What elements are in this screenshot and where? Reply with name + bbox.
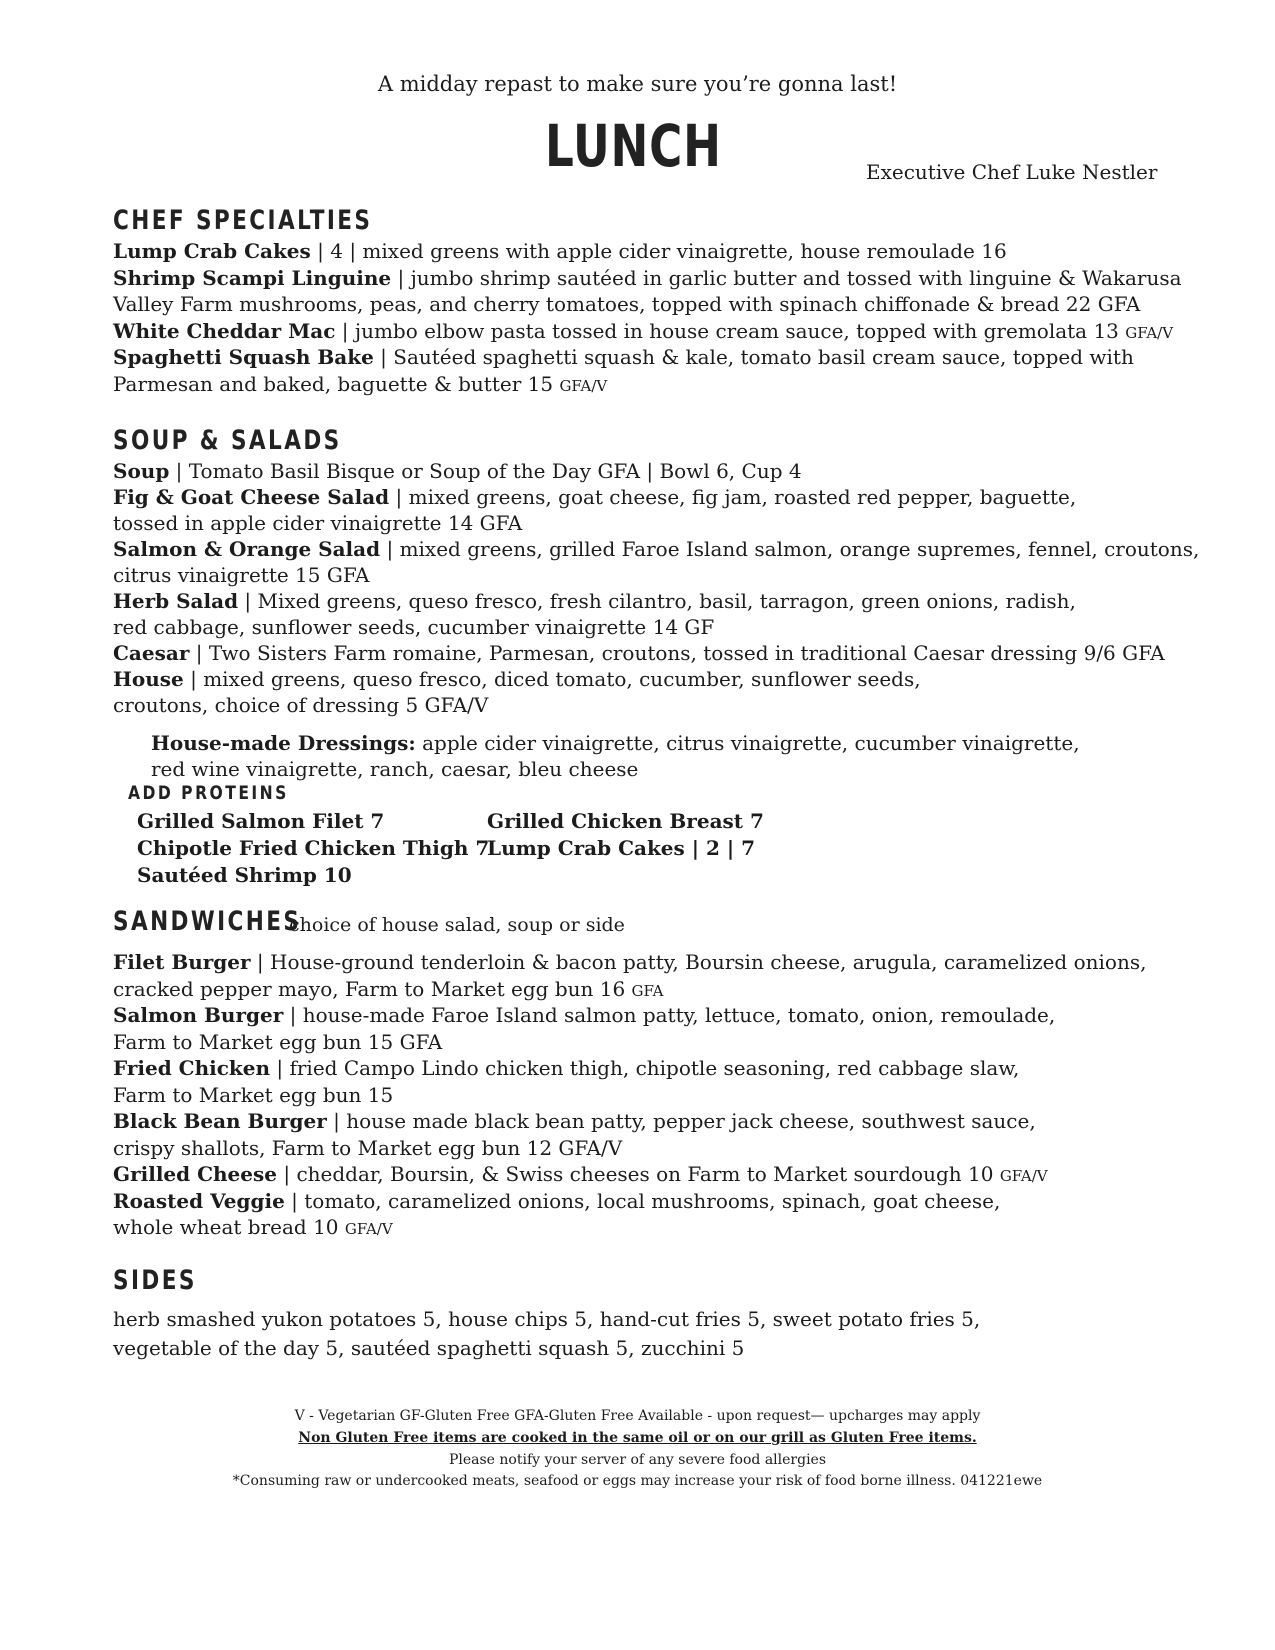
menu-line <box>113 1029 442 1055</box>
section-heading-chef-specialties: CHEF SPECIALTIES <box>113 205 373 236</box>
menu-item-name: Fig & Goat Cheese Salad <box>113 485 390 509</box>
dressings-text: apple cider vinaigrette, citrus vinaigrette, cucumber vinaigrette, <box>415 731 1080 755</box>
menu-item-description: | cheddar, Boursin, & Swiss cheeses on Farm to Market sourdough 10 <box>276 1162 1000 1186</box>
menu-item-description: | mixed greens, grilled Faroe Island salmon, orange supremes, fennel, croutons, <box>380 537 1200 561</box>
menu-line <box>113 238 1007 264</box>
menu-line <box>113 949 1146 975</box>
sandwiches-note: choice of house salad, soup or side <box>289 914 625 936</box>
menu-item-description: | Two Sisters Farm romaine, Parmesan, croutons, tossed in traditional Caesar dressing 9/6 GFA <box>189 641 1165 665</box>
menu-item-description: Parmesan and baked, baguette & butter 15 <box>113 371 560 396</box>
menu-item-description: | Tomato Basil Bisque or Soup of the Day GFA | Bowl 6, Cup 4 <box>169 459 802 483</box>
menu-line <box>113 1055 1019 1081</box>
menu-line <box>113 1002 1055 1028</box>
dressings-line-1 <box>151 730 1080 756</box>
menu-item-description: | house made black bean patty, pepper jack cheese, southwest sauce, <box>326 1109 1036 1133</box>
menu-item-description: | mixed greens, goat cheese, fig jam, roasted red pepper, baguette, <box>389 485 1077 509</box>
menu-item-name: Filet Burger <box>113 950 251 974</box>
tagline: A midday repast to make sure you’re gonna last! <box>377 72 898 96</box>
menu-item-name: Shrimp Scampi Linguine <box>113 265 392 290</box>
menu-line <box>113 614 714 640</box>
gluten-oil-notice: Non Gluten Free items are cooked in the same oil or on our grill as Gluten Free items. <box>298 1430 977 1446</box>
dietary-tag: GFA <box>631 981 664 1000</box>
menu-line <box>113 640 1165 666</box>
menu-item-description: Farm to Market egg bun 15 <box>113 1082 394 1107</box>
menu-item-name: House <box>113 667 184 691</box>
protein-item: Sautéed Shrimp 10 <box>137 863 352 887</box>
menu-line <box>113 536 1199 562</box>
menu-item-name: Caesar <box>113 641 190 665</box>
menu-item-description: | house-made Faroe Island salmon patty, lettuce, tomato, onion, remoulade, <box>283 1003 1056 1027</box>
menu-item-description: crispy shallots, Farm to Market egg bun 12 GFA/V <box>113 1135 623 1160</box>
section-heading-sides: SIDES <box>113 1265 197 1296</box>
menu-item-name: Salmon Burger <box>113 1003 284 1027</box>
menu-line <box>113 371 607 399</box>
section-heading-soup-salads: SOUP & SALADS <box>113 425 342 456</box>
menu-line <box>113 1108 1036 1134</box>
menu-line <box>113 692 488 718</box>
sides-line-2: vegetable of the day 5, sautéed spaghetti squash 5, zucchini 5 <box>113 1336 745 1360</box>
protein-item: Grilled Salmon Filet 7 <box>137 809 385 833</box>
menu-line <box>113 510 522 536</box>
section-heading-sandwiches: SANDWICHES <box>113 906 302 937</box>
menu-item-description: croutons, choice of dressing 5 GFA/V <box>113 693 489 717</box>
menu-item-description: | Mixed greens, queso fresco, fresh cilantro, basil, tarragon, green onions, radish, <box>238 589 1076 613</box>
menu-item-name: Fried Chicken <box>113 1056 271 1080</box>
menu-line <box>113 344 1134 370</box>
menu-line <box>113 976 663 1004</box>
menu-line <box>113 484 1076 510</box>
menu-item-name: Roasted Veggie <box>113 1188 285 1213</box>
dietary-tag: GFA/V <box>1125 323 1174 342</box>
menu-item-name: Lump Crab Cakes <box>113 239 311 263</box>
menu-item-description: | jumbo elbow pasta tossed in house cream sauce, topped with gremolata 13 <box>335 318 1126 343</box>
menu-item-description: Valley Farm mushrooms, peas, and cherry tomatoes, topped with spinach chiffonade & bread 22 GFA <box>113 292 1141 316</box>
menu-item-description: | House-ground tenderloin & bacon patty, Boursin cheese, arugula, caramelized onions, <box>250 950 1147 974</box>
menu-item-description: | fried Campo Lindo chicken thigh, chipotle seasoning, red cabbage slaw, <box>270 1056 1020 1080</box>
menu-line <box>113 318 1173 346</box>
menu-item-description: | mixed greens, queso fresco, diced tomato, cucumber, sunflower seeds, <box>183 667 921 691</box>
menu-line <box>113 666 921 692</box>
allergy-notice: Please notify your server of any severe food allergies <box>448 1452 827 1468</box>
add-proteins-heading: ADD PROTEINS <box>128 782 289 804</box>
dietary-legend: V - Vegetarian GF-Gluten Free GFA-Gluten Free Available - upon request— upcharges may apply <box>294 1408 981 1424</box>
menu-line <box>113 291 1140 317</box>
menu-item-description: whole wheat bread 10 <box>113 1215 345 1239</box>
dietary-tag: GFA/V <box>559 376 608 395</box>
protein-item: Grilled Chicken Breast 7 <box>487 809 764 833</box>
protein-item: Chipotle Fried Chicken Thigh 7 <box>137 836 490 860</box>
dietary-tag: GFA/V <box>344 1220 393 1238</box>
menu-item-name: White Cheddar Mac <box>113 318 336 343</box>
page-title: LUNCH <box>545 112 722 180</box>
dressings-label: House-made Dressings: <box>151 731 416 755</box>
dressings-line-2: red wine vinaigrette, ranch, caesar, bleu cheese <box>151 757 639 781</box>
executive-chef: Executive Chef Luke Nestler <box>866 160 1158 184</box>
menu-item-description: citrus vinaigrette 15 GFA <box>113 563 370 587</box>
menu-line <box>113 265 1182 291</box>
menu-line <box>113 1161 1048 1189</box>
menu-item-name: Black Bean Burger <box>113 1109 327 1133</box>
menu-item-description: | Sautéed spaghetti squash & kale, tomato basil cream sauce, topped with <box>373 345 1134 369</box>
sides-line-1: herb smashed yukon potatoes 5, house chips 5, hand-cut fries 5, sweet potato fries 5, <box>113 1307 981 1331</box>
consumer-advisory: *Consuming raw or undercooked meats, seafood or eggs may increase your risk of food borne illness. 041221ewe <box>232 1473 1043 1489</box>
menu-line <box>113 1135 622 1161</box>
menu-line <box>113 562 369 588</box>
menu-item-description: | 4 | mixed greens with apple cider vinaigrette, house remoulade 16 <box>310 239 1007 263</box>
protein-item: Lump Crab Cakes | 2 | 7 <box>487 836 756 860</box>
menu-line <box>113 1214 393 1242</box>
menu-line <box>113 1082 393 1108</box>
menu-item-name: Soup <box>113 459 170 483</box>
menu-item-name: Herb Salad <box>113 589 239 613</box>
menu-item-description: | jumbo shrimp sautéed in garlic butter and tossed with linguine & Wakarusa <box>391 265 1182 290</box>
menu-item-name: Grilled Cheese <box>113 1162 277 1186</box>
menu-item-name: Salmon & Orange Salad <box>113 537 381 561</box>
menu-item-name: Spaghetti Squash Bake <box>113 345 374 369</box>
menu-line <box>113 1188 1000 1214</box>
menu-item-description: | tomato, caramelized onions, local mushrooms, spinach, goat cheese, <box>284 1188 1001 1213</box>
dietary-tag: GFA/V <box>999 1167 1048 1185</box>
menu-item-description: cracked pepper mayo, Farm to Market egg bun 16 <box>113 976 632 1001</box>
menu-item-description: Farm to Market egg bun 15 GFA <box>113 1029 443 1054</box>
menu-item-description: red cabbage, sunflower seeds, cucumber vinaigrette 14 GF <box>113 615 715 639</box>
menu-line <box>113 588 1076 614</box>
menu-line <box>113 458 802 484</box>
menu-item-description: tossed in apple cider vinaigrette 14 GFA <box>113 511 523 535</box>
